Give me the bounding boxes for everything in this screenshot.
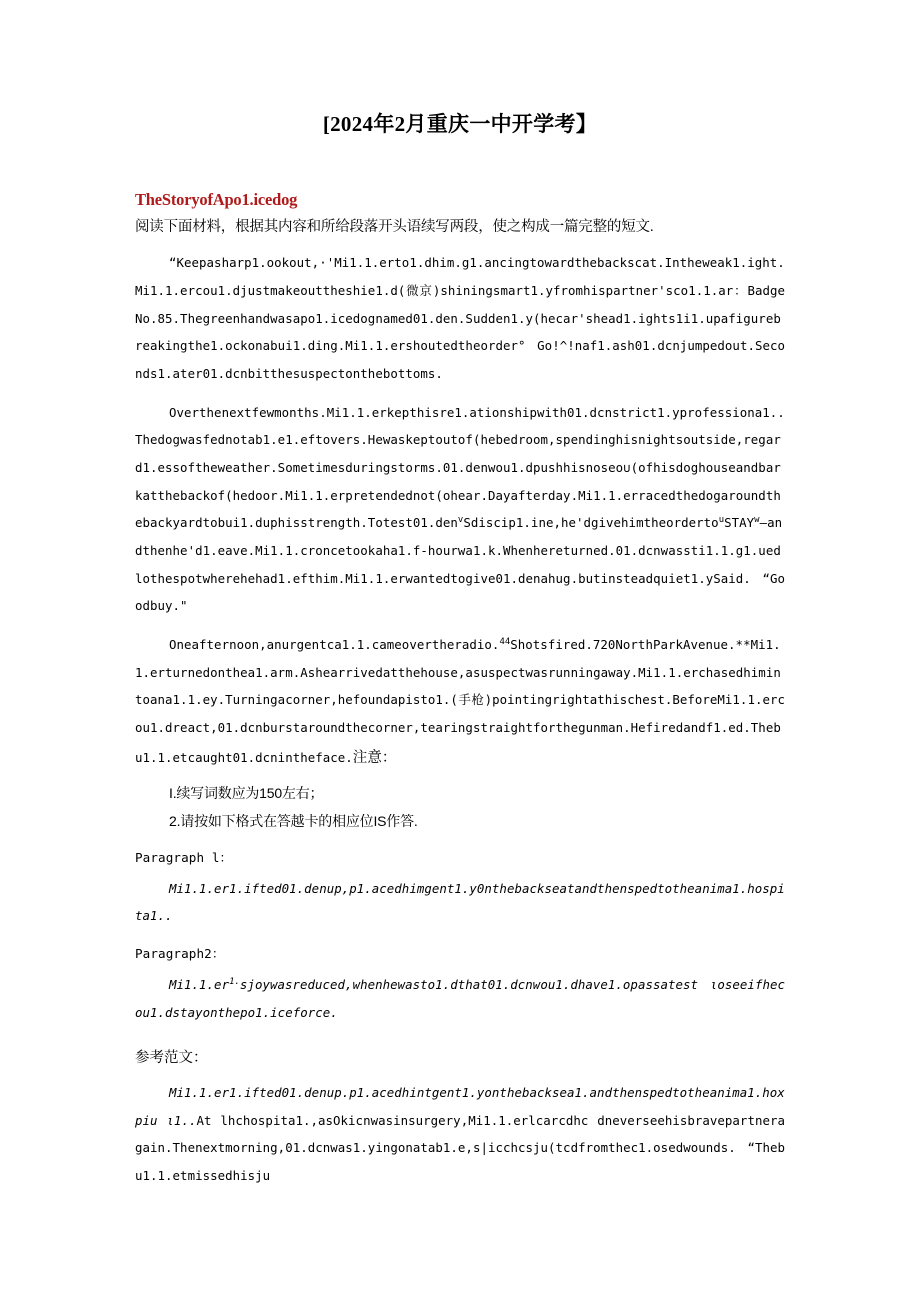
passage-p2-superscript-1: v bbox=[457, 515, 464, 526]
passage-p3-segment-1: Oneafternoon,anurgentca1.1.cameovertheradio. bbox=[169, 637, 500, 652]
passage-p2-segment-1: Overthenextfewmonths.Mi1.1.erkepthisre1.ationshipwith01.dcnstrict1.yprofessiona1..Thedogwasfednotab1.e1.eftovers.Hewaskeptoutof(hebedroom,spendinghisnightsoutside,regard1.essoftheweather.Sometimesduringstorms.01.denwou1.dpushhisnoseo∪(ofhisdoghouseandbarkatthebackof(hedoor.Mi1.1.erpretendednot(ohear.Dayafterday.Mi1.1.erracedthedogaroundthebackyardtobui1.duphisstrength.Totest01.den bbox=[135, 404, 785, 531]
passage-paragraph-3 bbox=[135, 631, 785, 774]
paragraph2-superscript: 1. bbox=[229, 977, 240, 988]
passage-paragraph-2 bbox=[135, 399, 785, 620]
passage-paragraph-1: “Keepasharp1.ookout,·'Mi1.1.erto1.dhim.g1.ancingtowardthebackscat.Intheweak1.ight.Mi1.1.ercou1.djustmakeouttheshie1.d(微京)shiningsmart1.yfromhispartner'sco1.1.ar：BadgeNo.85.Thegreenhandwasapo1.icedognamed01.den.Sudden1.y(hecar'shead1.ights1i1.upafigurebreakingthe1.ockonabui1.ding.Mi1.1.ershoutedtheorder° Go!^!naf1.ash01.dcnjumpedout.Seconds1.ater01.dcnbitthesuspectonthebottoms. bbox=[135, 255, 785, 382]
passage-p2-segment-3: —andthenhe'd1.eave.Mi1.1.croncetookaha1.f-hourwa1.k.Whenhereturned.01.dcnwassti1.1.g1.uedlothespotwherehehad1.efthim.Mi1.1.erwantedtogive01.denahug.butinsteadquiet1.ySaid. “Goodbuy." bbox=[135, 515, 785, 614]
paragraph2-label: Paragraph2： bbox=[135, 946, 225, 962]
page-title: [2024年2月重庆一中开学考】 bbox=[322, 112, 598, 136]
passage-p3-segment-2: Shotsfired.720NorthParkAvenue.**Mi1.1.erturnedonthea1.arm.Ashearrivedatthehouse,asuspectwasrunningaway.Mi1.1.erchasedhimintoana1.1.ey.Turningacorner,hefoundapisto1.(手枪)pointingrightathischest.BeforeMi1.1.ercou1.dreact,01.dcnburstaroundthecorner,tearingstraightforthegunman.Hefiredandf1.ed.Thebu1.1.etcaught01.dcnintheface. bbox=[135, 637, 785, 765]
passage-p2-superscript-2: u bbox=[718, 515, 725, 526]
model-answer-italic-segment: Mi1.1.er1.ifted01.denup.p1.acedhintgent1.yonthebacksea1.andthenspedtotheanima1.hoxpiu ι1.. bbox=[135, 1084, 785, 1128]
notice-item-1: I.续写词数应为150左右； bbox=[169, 784, 324, 801]
paragraph2-opening-sentence bbox=[135, 971, 785, 1026]
notice-item-2: 2.请按如下格式在答越卡的相应位IS作答. bbox=[169, 813, 418, 830]
passage-p2-segment-2: Sdiscip1.ine,he'dgivehimtheorderto bbox=[463, 515, 719, 531]
instruction-text: 阅读下面材料，根据其内容和所给段落开头语续写两段，使之构成一篇完整的短文. bbox=[135, 219, 654, 235]
model-answer-rest-segment: At lhchospita1.,asOkicnwasinsurgery,Mi1.1.erlcarcdhc dneverseehisbravepartneragain.Thenextmorning,01.dcnwas1.yingonatab1.e,s|icchcsju(tcdfromthec1.osedwounds. “Thebu1.1.etmissedhisju bbox=[135, 1112, 785, 1183]
passage-p3-superscript-1: 44 bbox=[499, 636, 511, 647]
model-answer-label: 参考范文： bbox=[135, 1049, 208, 1066]
paragraph1-label: Paragraph l： bbox=[135, 849, 233, 865]
notice-list bbox=[135, 782, 785, 833]
paragraph2-segment-1: Mi1.1.er bbox=[169, 977, 230, 993]
paragraph1-opening-sentence: Mi1.1.er1.ifted01.denup,p1.acedhimgent1.y0nthebackseatandthenspedtotheanima1.hospita1.. bbox=[135, 880, 785, 924]
section-heading: TheStoryofApo1.icedog bbox=[135, 190, 298, 209]
passage-p2-superscript-3: w bbox=[754, 515, 760, 526]
passage-p2-stay-order: STAY bbox=[724, 515, 755, 531]
notice-label: 注意： bbox=[352, 749, 397, 766]
model-answer-paragraph bbox=[135, 1079, 785, 1190]
paragraph2-segment-2: sjoywasreduced,whenhewasto1.dthat01.dcnwou1.dhave1.opassatest ιoseeifhecou1.dstayonthepo1.iceforce. bbox=[135, 977, 785, 1020]
